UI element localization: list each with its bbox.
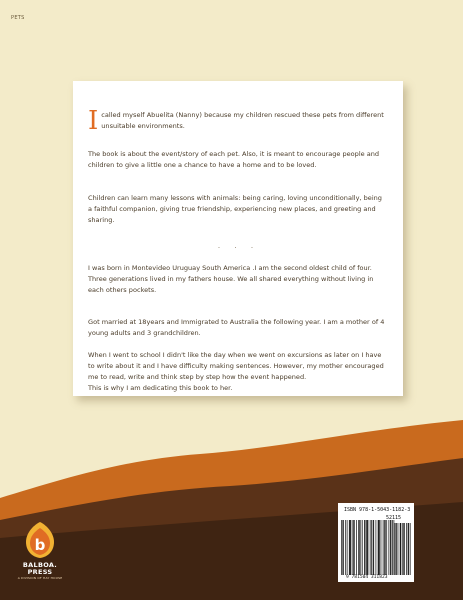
category-label: PETS — [11, 15, 25, 21]
balboa-press-logo-icon — [22, 520, 58, 560]
barcode-number: 9 781504 311823 — [346, 575, 388, 580]
bio-paragraph-2: Got married at 18years and Immigrated to Australia the following year. I am a mother of 4 young adults and 3 grandchildren. — [88, 318, 385, 338]
isbn-barcode — [338, 503, 414, 582]
intro-paragraph-1-text: called myself Abuelita (Nanny) because my children rescued these pets from different unsuitable environments. — [101, 111, 384, 131]
publisher-name-line-2: PRESS — [27, 568, 53, 576]
bio-paragraph-3: When I went to school I didn't like the day when we went on excursions as later on I have to write about it and I have difficulty making sentences. However, my mother encouraged me to read, write and think step by step how the event happened. — [88, 351, 384, 382]
logo-letter: b — [34, 536, 46, 554]
publisher-name-line-1: BALBOA. — [22, 561, 58, 569]
drop-cap: I — [88, 106, 99, 136]
bio-paragraph-1: I was born in Montevideo Uruguay South America .I am the second oldest child of four. Three generations lived in my fathers house. We all shared everything without living in each others pockets. — [88, 264, 374, 295]
intro-paragraph-3: Children can learn many lessons with animals: being caring, loving unconditionally, being a faithful companion, giving true friendship, experiencing new places, and greeting and sharing. — [88, 194, 382, 225]
price-code: 52115 — [386, 515, 402, 521]
bio-paragraph-4: This is why I am dedicating this book to her. — [88, 384, 233, 392]
isbn-label: ISBN 978-1-5043-1182-3 — [344, 507, 411, 513]
section-separator: · · · — [217, 244, 260, 252]
intro-paragraph-2: The book is about the event/story of each pet. Also, it is meant to encourage people and children to give a little one a chance to have a home and to be loved. — [88, 150, 380, 170]
publisher-name — [14, 562, 66, 576]
intro-paragraph-1 — [88, 106, 386, 136]
publisher-tagline: A DIVISION OF HAY HOUSE — [17, 576, 63, 580]
